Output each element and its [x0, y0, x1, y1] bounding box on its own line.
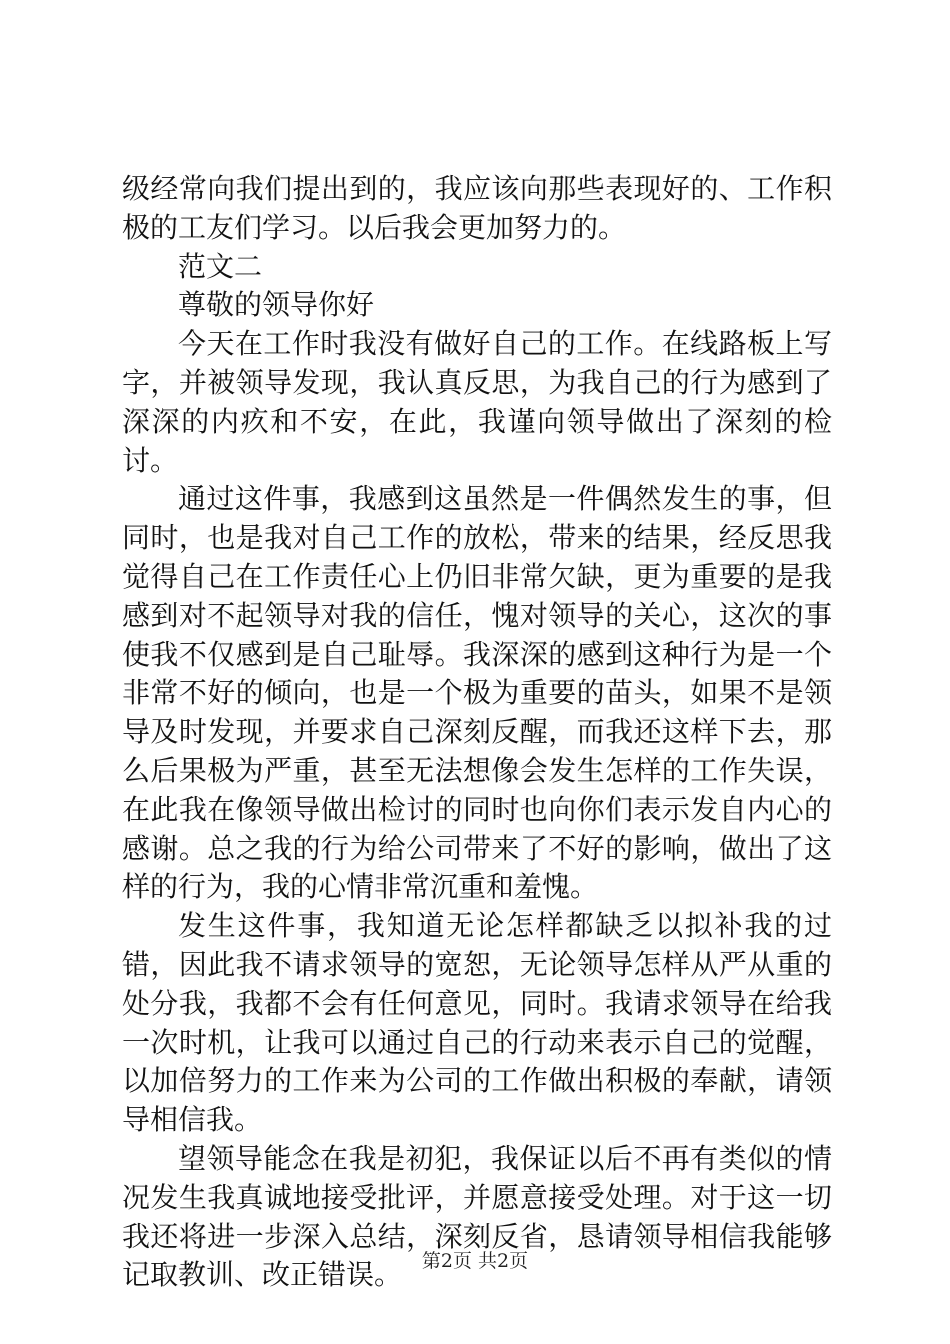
paragraph-continuation: 级经常向我们提出到的，我应该向那些表现好的、工作积极的工友们学习。以后我会更加努力的。	[122, 172, 832, 244]
document-body	[122, 170, 832, 1295]
paragraph: 发生这件事，我知道无论怎样都缺乏以拟补我的过错，因此我不请求领导的宽恕，无论领导怎样从严从重的处分我，我都不会有任何意见，同时。我请求领导在给我一次时机，让我可以通过自己的行动来表示自己的觉醒，以加倍努力的工作来为公司的工作做出积极的奉献，请领导相信我。	[122, 909, 832, 1137]
paragraph: 望领导能念在我是初犯，我保证以后不再有类似的情况发生我真诚地接受批评，并愿意接受处理。对于这一切我还将进一步深入总结，深刻反省，恳请领导相信我能够记取教训、改正错误。	[122, 1141, 832, 1292]
salutation: 尊敬的领导你好	[178, 288, 375, 322]
paragraph: 今天在工作时我没有做好自己的工作。在线路板上写字，并被领导发现，我认真反思，为我自己的行为感到了深深的内疚和不安，在此，我谨向领导做出了深刻的检讨。	[122, 327, 832, 477]
page-footer: 第2页 共2页	[421, 1250, 529, 1272]
section-heading: 范文二	[178, 249, 263, 283]
paragraph: 通过这件事，我感到这虽然是一件偶然发生的事，但同时，也是我对自己工作的放松，带来的结果，经反思我觉得自己在工作责任心上仍旧非常欠缺，更为重要的是我感到对不起领导对我的信任，愧对领导的关心，这次的事使我不仅感到是自己耻辱。我深深的感到这种行为是一个非常不好的倾向，也是一个极为重要的苗头，如果不是领导及时发现，并要求自己深刻反醒，而我还这样下去，那么后果极为严重，甚至无法想像会发生怎样的工作失误，在此我在像领导做出检讨的同时也向你们表示发自内心的感谢。总之我的行为给公司带来了不好的影响，做出了这样的行为，我的心情非常沉重和羞愧。	[122, 482, 832, 904]
